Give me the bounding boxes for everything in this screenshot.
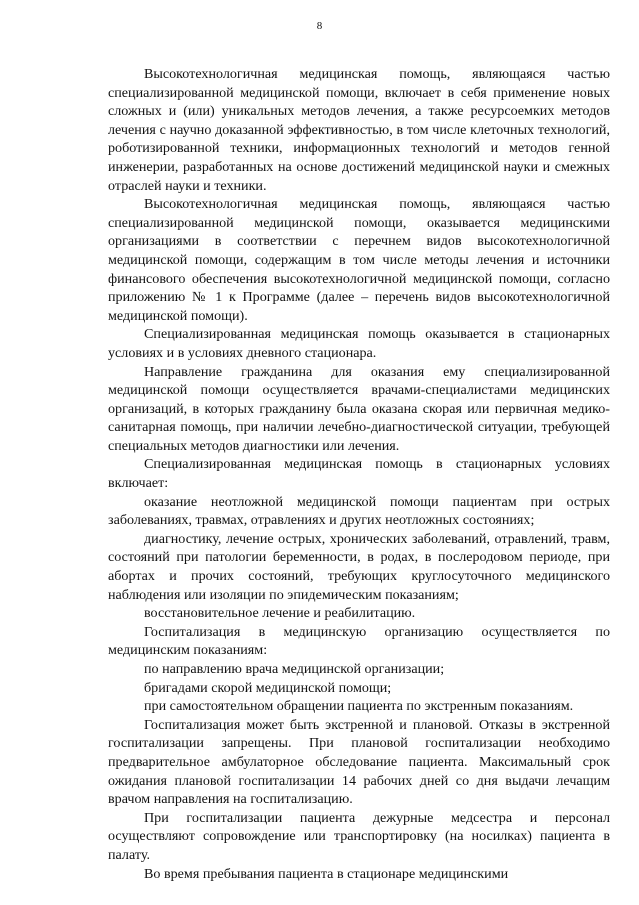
paragraph-htmp-definition: Высокотехнологичная медицинская помощь, являющаяся частью специализированной медицинской помощи, включает в себя применение новых сложных и (или) уникальных методов лечения, а также ресурсоемких методов лечения с научно доказанной эффективностью, в том числе клеточных технологий, роботизированной техники, информационных технологий и методов генной инженерии, разработанных на основе достижений медицинской науки и смежных отраслей науки и техники.: [108, 66, 610, 194]
paragraph-hospitalization-indications: Госпитализация в медицинскую организацию осуществляется по медицинским показаниям:: [108, 623, 610, 659]
page-number: 8: [316, 20, 323, 32]
paragraph-hospitalization-types: Госпитализация может быть экстренной и плановой. Отказы в экстренной госпитализации запрещены. При плановой госпитализации необходимо предварительное амбулаторное обследование пациента. Максимальный срок ожидания плановой госпитализации 14 рабочих дней со дня выдачи лечащим врачом направления на госпитализацию.: [108, 716, 610, 808]
paragraph-inpatient-includes: Специализированная медицинская помощь в стационарных условиях включает:: [108, 456, 610, 492]
paragraph-referral: Направление гражданина для оказания ему специализированной медицинской помощи осуществляется врачами-специалистами медицинских организаций, в которых гражданину была оказана скорая или первичная медико-санитарная помощь, при наличии лечебно-диагностической ситуации, требующей специальных методов диагностики или лечения.: [108, 363, 610, 454]
paragraph-specialized-care-conditions: Специализированная медицинская помощь оказывается в стационарных условиях и в условиях дневного стационара.: [108, 326, 610, 361]
list-item-diagnostics-treatment: диагностику, лечение острых, хронических заболеваний, отравлений, травм, состояний при патологии беременности, в родах, в послеродовом периоде, при абортах и прочих состояний, требующих круглосуточного медицинского наблюдения или изоляции по эпидемическим показаниям;: [108, 530, 610, 603]
list-item-self-referral: при самостоятельном обращении пациента по экстренным показаниям.: [144, 698, 574, 715]
paragraph-stay-in-hospital: Во время пребывания пациента в стационаре медицинскими: [144, 865, 509, 882]
list-item-ambulance: бригадами скорой медицинской помощи;: [144, 679, 392, 696]
list-item-rehabilitation: восстановительное лечение и реабилитацию.: [144, 605, 416, 622]
list-item-doctor-referral: по направлению врача медицинской организации;: [144, 661, 445, 677]
paragraph-escort-to-ward: При госпитализации пациента дежурные медсестра и персонал осуществляют сопровождение или транспортировку (на носилках) пациента в палату.: [108, 809, 610, 863]
paragraph-htmp-provision: Высокотехнологичная медицинская помощь, являющаяся частью специализированной медицинской помощи, оказывается медицинскими организациями в соответствии с перечнем видов высокотехнологичной медицинской помощи, содержащим в том числе методы лечения и источники финансового обеспечения высокотехнологичной медицинской помощи, согласно приложению № 1 к Программе (далее – перечень видов высокотехнологичной медицинской помощи).: [108, 196, 610, 324]
list-item-emergency-care: оказание неотложной медицинской помощи пациентам при острых заболеваниях, травмах, отравлениях и других неотложных состояниях;: [108, 493, 610, 529]
document-body: [108, 65, 610, 883]
